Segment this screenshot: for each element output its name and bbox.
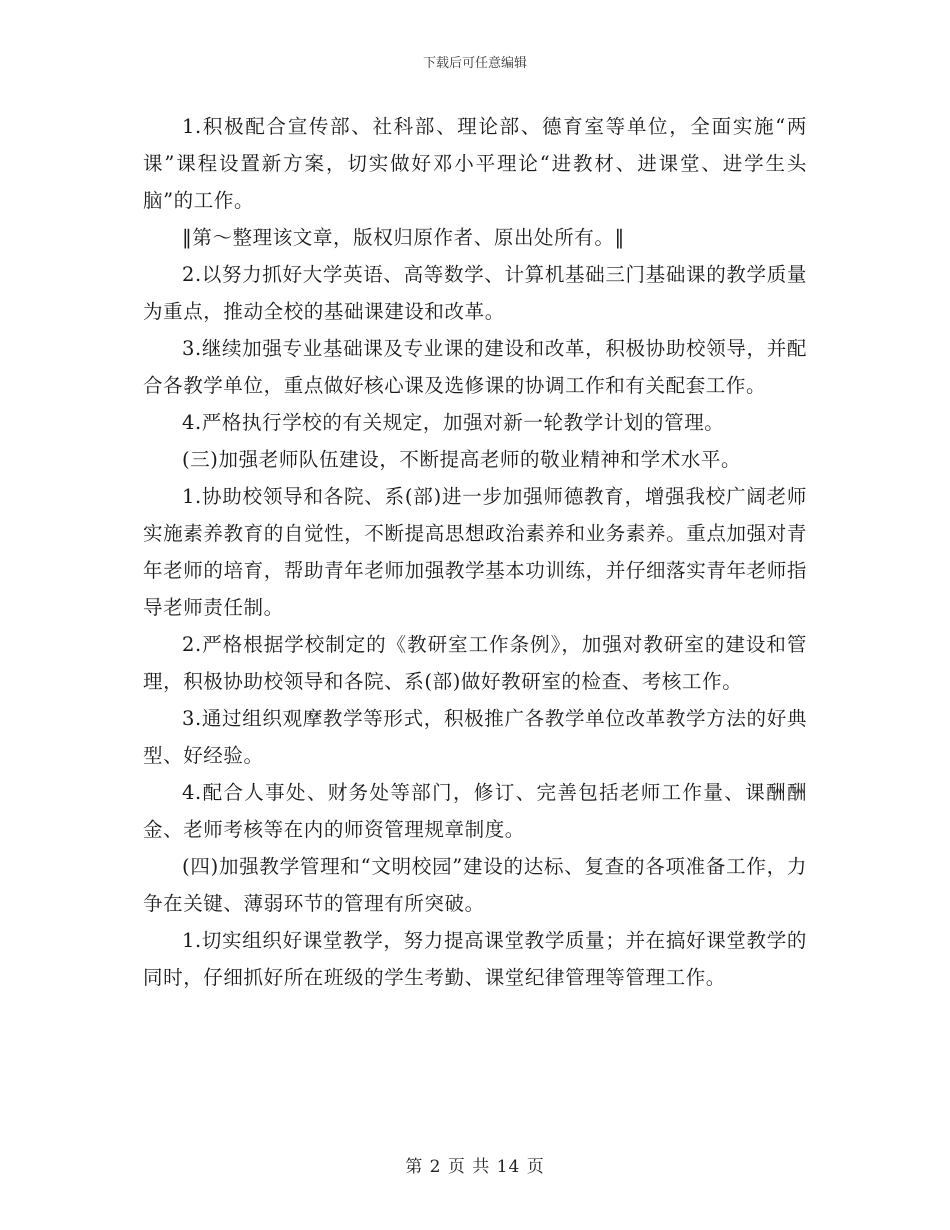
section-heading-4: (四)加强教学管理和“文明校园”建设的达标、复查的各项准备工作，力争在关键、薄弱环节的管理有所突破。	[143, 855, 807, 915]
page-number: 第 2 页 共 14 页	[405, 1157, 545, 1177]
paragraph-2: 2.以努力抓好大学英语、高等数学、计算机基础三门基础课的教学质量为重点，推动全校的基础课建设和改革。	[143, 263, 807, 323]
paragraph-4: 4.严格执行学校的有关规定，加强对新一轮教学计划的管理。	[182, 411, 725, 434]
document-body	[143, 108, 807, 996]
download-edit-note: 下载后可任意编辑	[422, 56, 527, 71]
paragraph-8: 4.配合人事处、财务处等部门，修订、完善包括老师工作量、课酬酬金、老师考核等在内的师资管理规章制度。	[143, 781, 807, 841]
paragraph-7: 3.通过组织观摩教学等形式，积极推广各教学单位改革教学方法的好典型、好经验。	[143, 707, 807, 767]
paragraph-6: 2.严格根据学校制定的《教研室工作条例》，加强对教研室的建设和管理，积极协助校领导和各院、系(部)做好教研室的检查、考核工作。	[143, 633, 807, 693]
paragraph-copyright-note: ‖第～整理该文章，版权归原作者、原出处所有。‖	[182, 226, 625, 249]
paragraph-9: 1.切实组织好课堂教学，努力提高课堂教学质量；并在搞好课堂教学的同时，仔细抓好所在班级的学生考勤、课堂纪律管理等管理工作。	[143, 929, 807, 989]
section-heading-3: (三)加强老师队伍建设，不断提高老师的敬业精神和学术水平。	[182, 448, 742, 471]
paragraph-3: 3.继续加强专业基础课及专业课的建设和改革，积极协助校领导，并配合各教学单位，重点做好核心课及选修课的协调工作和有关配套工作。	[143, 337, 807, 397]
paragraph-5: 1.协助校领导和各院、系(部)进一步加强师德教育，增强我校广阔老师实施素养教育的自觉性，不断提高思想政治素养和业务素养。重点加强对青年老师的培育，帮助青年老师加强教学基本功训练，并仔细落实青年老师指导老师责任制。	[143, 485, 807, 619]
paragraph-1: 1.积极配合宣传部、社科部、理论部、德育室等单位，全面实施“两课”课程设置新方案，切实做好邓小平理论“进教材、进课堂、进学生头脑”的工作。	[143, 115, 807, 212]
